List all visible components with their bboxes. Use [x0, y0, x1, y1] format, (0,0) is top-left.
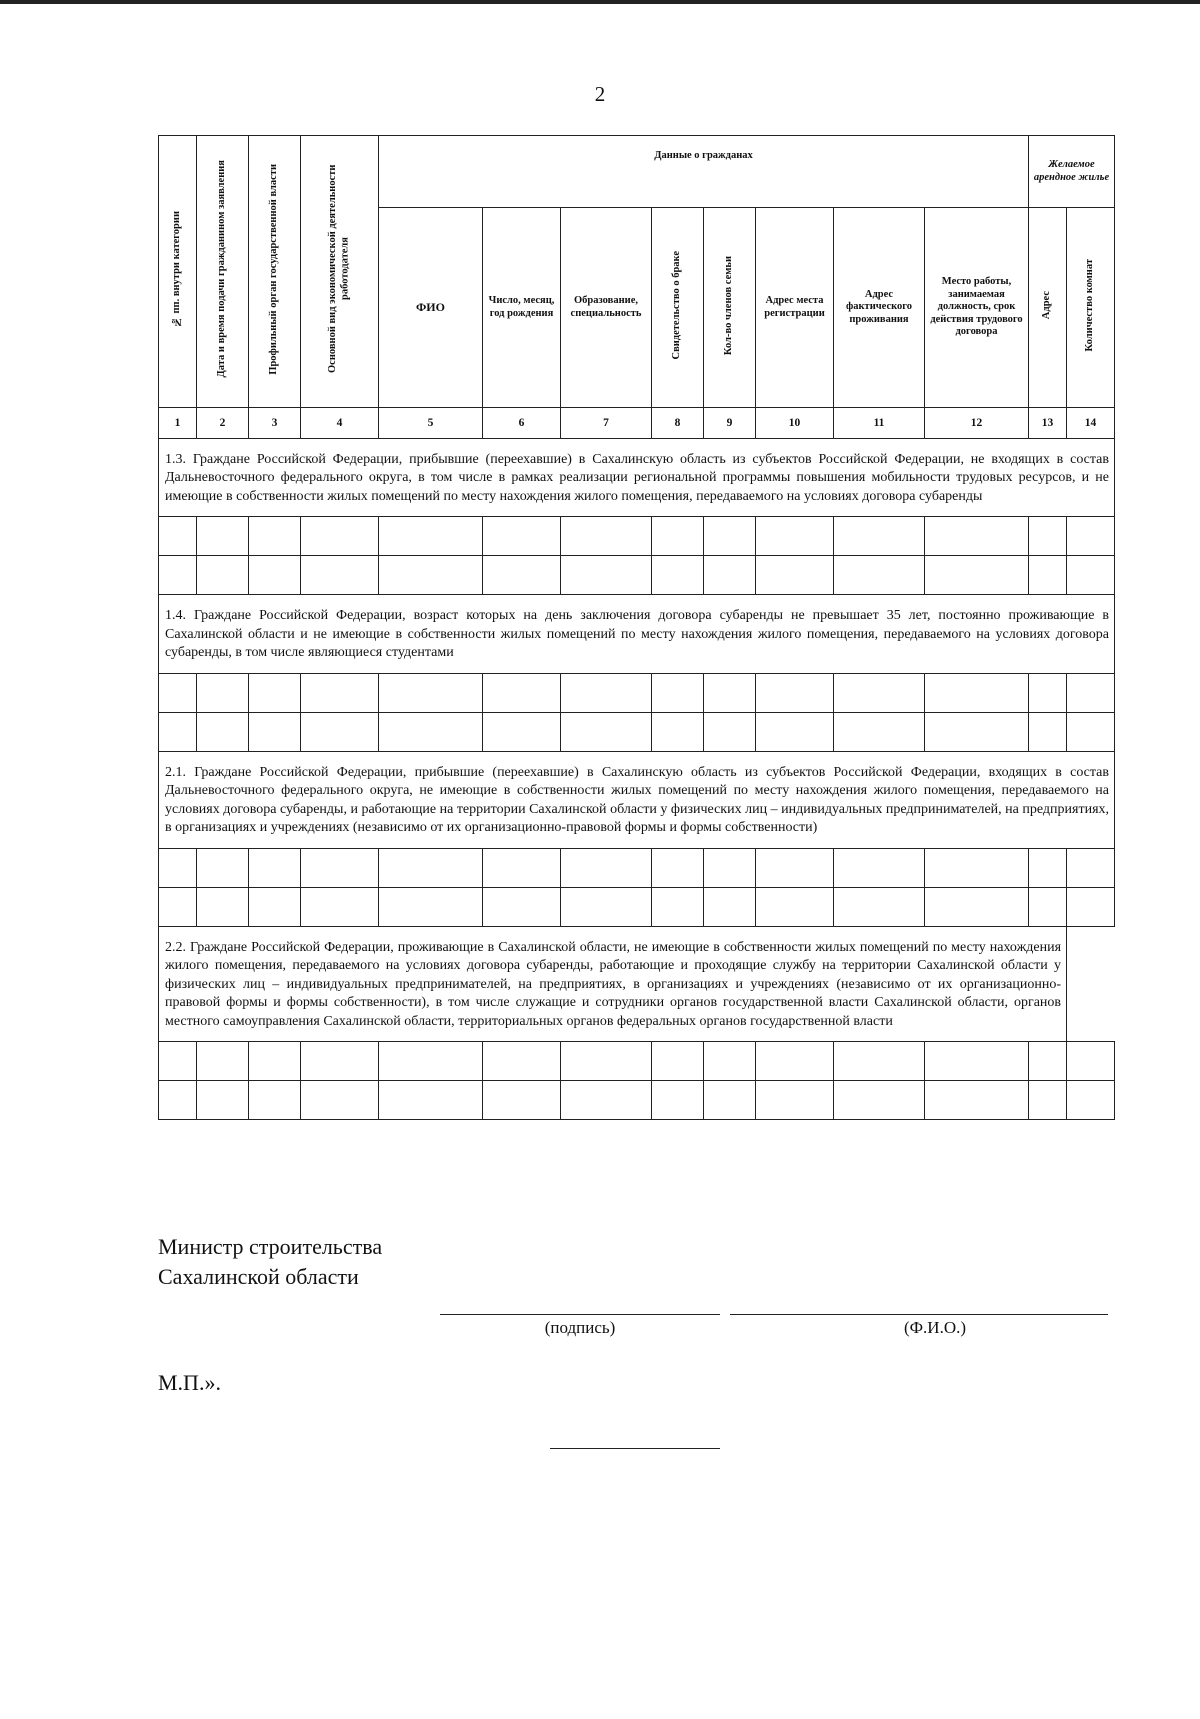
table-row	[159, 673, 1115, 712]
page-number: 2	[594, 82, 606, 106]
column-number: 8	[652, 408, 704, 439]
column-numbers-row	[159, 408, 1115, 439]
header-row-1	[159, 136, 1115, 208]
column-number: 6	[483, 408, 561, 439]
column-number: 9	[704, 408, 756, 439]
section-heading-2-1: 2.1. Граждане Российской Федерации, прибывшие (переехавшие) в Сахалинскую область из субъектов Российской Федерации, входящих в состав Дальневосточного федерального округа, не имеющие в собственности жилых помещений по месту нахождения жилого помещения, передаваемого на условиях договора субаренды, и работающие на территории Сахалинской области у физических лиц – индивидуальных предпринимателей, на предприятиях, в организациях и учреждениях (независимо от их организационно-правовой формы и формы собственности)	[159, 751, 1115, 848]
signatory-title-line-2: Сахалинской области	[158, 1264, 359, 1289]
header-col-14: Количество комнат	[1067, 208, 1115, 408]
column-number: 10	[756, 408, 834, 439]
header-desired-housing: Желаемое арендное жилье	[1029, 136, 1115, 208]
table-row	[159, 1081, 1115, 1120]
column-number: 11	[834, 408, 925, 439]
column-number: 14	[1067, 408, 1115, 439]
name-line	[730, 1314, 1108, 1315]
section-heading-1-4: 1.4. Граждане Российской Федерации, возраст которых на день заключения договора субаренды не превышает 35 лет, постоянно проживающие в Сахалинской области и не имеющие в собственности жилых помещений по месту нахождения жилого помещения, передаваемого на условиях договора субаренды, в том числе являющиеся студентами	[159, 595, 1115, 673]
end-of-document-line	[550, 1448, 720, 1449]
header-col-2: Дата и время подачи гражданином заявления	[197, 136, 249, 408]
column-number: 7	[561, 408, 652, 439]
section-heading-1-3: 1.3. Граждане Российской Федерации, прибывшие (переехавшие) в Сахалинскую область из субъектов Российской Федерации, не входящих в состав Дальневосточного федерального округа, в том числе в рамках реализации региональной программы повышения мобильности трудовых ресурсов, и не имеющие в собственности жилых помещений по месту нахождения жилого помещения, передаваемого на условиях договора субаренды	[159, 439, 1115, 517]
column-number: 3	[249, 408, 301, 439]
column-number: 4	[301, 408, 379, 439]
signatory-title-line-1: Министр строительства	[158, 1234, 383, 1259]
column-number: 12	[925, 408, 1029, 439]
table-row	[159, 712, 1115, 751]
applications-register-table	[158, 135, 1115, 1120]
section-row-2-2	[159, 926, 1115, 1041]
header-col-13: Адрес	[1029, 208, 1067, 408]
section-row-2-1	[159, 751, 1115, 848]
header-col-9: Кол-во членов семьи	[704, 208, 756, 408]
section-row-1-4	[159, 595, 1115, 673]
table-row	[159, 556, 1115, 595]
header-col-12: Место работы, занимаемая должность, срок действия трудового договора	[925, 208, 1029, 408]
signature-line	[440, 1314, 720, 1315]
header-col-10: Адрес места регистрации	[756, 208, 834, 408]
column-number: 5	[379, 408, 483, 439]
header-col-7: Образование, специальность	[561, 208, 652, 408]
table-row	[159, 887, 1115, 926]
column-number: 1	[159, 408, 197, 439]
column-number: 13	[1029, 408, 1067, 439]
table-row	[159, 848, 1115, 887]
table-row	[159, 1042, 1115, 1081]
stamp-place: М.П.».	[158, 1370, 221, 1395]
header-col-3: Профильный орган государственной власти	[249, 136, 301, 408]
header-col-5: ФИО	[379, 208, 483, 408]
header-col-4: Основной вид экономической деятельности работодателя	[301, 136, 379, 408]
table-row	[159, 517, 1115, 556]
header-col-6: Число, месяц, год рождения	[483, 208, 561, 408]
name-caption: (Ф.И.О.)	[903, 1318, 967, 1337]
header-col-8: Свидетельство о браке	[652, 208, 704, 408]
top-border-line	[0, 0, 1200, 4]
signatory-title	[158, 1232, 382, 1292]
header-citizens-data: Данные о гражданах	[379, 136, 1029, 208]
section-row-1-3	[159, 439, 1115, 517]
signature-caption: (подпись)	[544, 1318, 616, 1337]
section-heading-2-2: 2.2. Граждане Российской Федерации, проживающие в Сахалинской области, не имеющие в собственности жилых помещений по месту нахождения жилого помещения, передаваемого на условиях договора субаренды, работающие и проходящие службу на территории Сахалинской области у физических лиц – индивидуальных предпринимателей, на предприятиях, в организациях и учреждениях (независимо от их организационно-правовой формы и формы собственности), в том числе служащие и сотрудники органов государственной власти Сахалинской области, органов местного самоуправления Сахалинской области, территориальных органов федеральных органов государственной власти	[159, 926, 1067, 1041]
header-col-11: Адрес фактического проживания	[834, 208, 925, 408]
column-number: 2	[197, 408, 249, 439]
header-col-1: № пп. внутри категории	[159, 136, 197, 408]
